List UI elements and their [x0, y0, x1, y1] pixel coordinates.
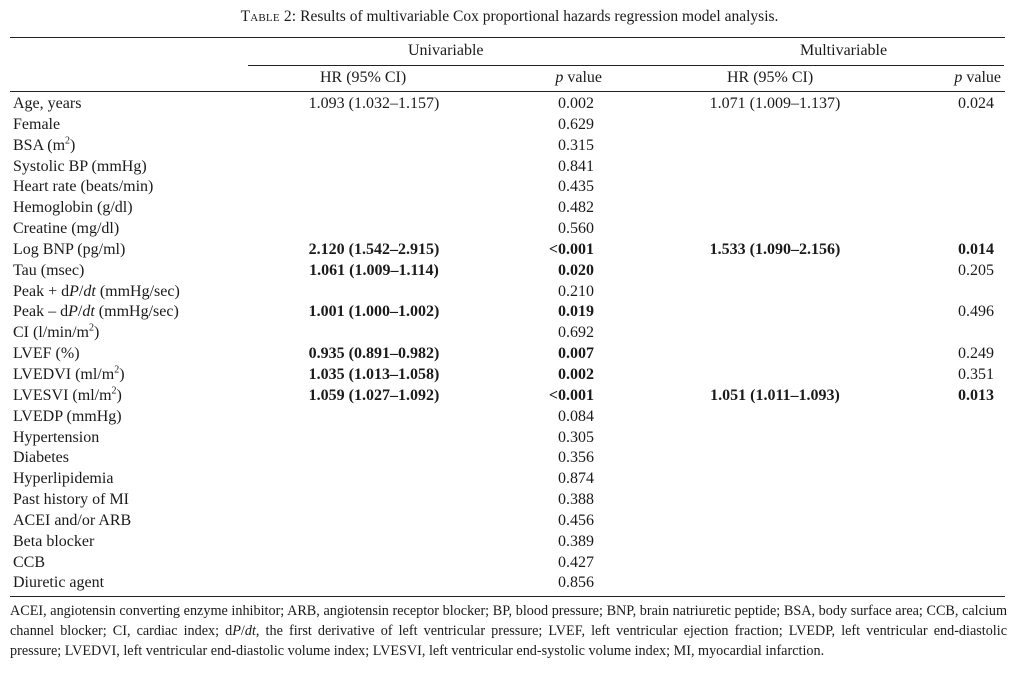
- univariable-p-cell: 0.210: [558, 282, 594, 300]
- univariable-p-cell: 0.389: [558, 532, 594, 550]
- row-label: Past history of MI: [13, 491, 129, 509]
- table-row: [0, 573, 1019, 594]
- row-label: CI $(l/\min/m^2)$: [13, 322, 100, 342]
- top-rule: [10, 37, 1005, 38]
- table-row: [0, 94, 1019, 115]
- univariable-hr-cell: 1.001 (1.000–1.002): [308, 303, 440, 321]
- univariable-p-cell: 0.435: [558, 178, 594, 196]
- row-label: Peak + dP/dt (mmHg/sec): [13, 282, 180, 300]
- table-row: [0, 136, 1019, 157]
- univariable-p-cell: 0.427: [558, 553, 594, 571]
- multivariable-hr-header: HR (95% CI): [727, 69, 814, 86]
- table-caption: [0, 8, 1019, 26]
- univariable-p-header-word: value: [567, 69, 602, 86]
- row-label: Creatine (mg/dl): [13, 220, 120, 238]
- univariable-p-cell: 0.002: [558, 365, 594, 383]
- univariable-p-cell: 0.841: [558, 157, 594, 175]
- table-row: [0, 532, 1019, 553]
- row-label: Hemoglobin (g/dl): [13, 199, 133, 217]
- multivariable-header: Multivariable: [800, 42, 888, 59]
- table-row: [0, 407, 1019, 428]
- univariable-hr-header: HR (95% CI): [320, 69, 407, 86]
- table-row: [0, 282, 1019, 303]
- multivariable-p-cell: 0.496: [958, 303, 994, 321]
- header-rule: [10, 91, 1005, 92]
- table-footnote: ACEI, angiotensin converting enzyme inhibitor; ARB, angiotensin receptor blocker; BP, blood pressure; BNP, brain natriuretic peptide; BSA, body surface area; CCB, calcium channel blocker; CI, cardiac index; dP/dt, the first derivative of left ventricular pressure; LVEF, left ventricular ejection fraction; LVEDP, left ventricular end-diastolic pressure; LVEDVI, left ventricular end-diastolic volume index; LVESVI, left ventricular end-systolic volume index; MI, myocardial infarction.: [10, 603, 1007, 659]
- univariable-p-cell: 0.305: [558, 428, 594, 446]
- table-row: [0, 448, 1019, 469]
- univariable-p-cell: 0.456: [558, 511, 594, 529]
- row-label: Tau (msec): [13, 261, 85, 279]
- univariable-p-header: p value: [555, 69, 602, 86]
- univariable-hr-cell: 0.935 (0.891–0.982): [308, 345, 440, 363]
- multivariable-p-cell: 0.205: [958, 261, 994, 279]
- table-row: [0, 365, 1019, 386]
- row-label: Peak – dP/dt (mmHg/sec): [13, 303, 179, 321]
- univariable-p-cell: 0.007: [558, 345, 594, 363]
- table-row: [0, 428, 1019, 449]
- univariable-p-cell: 0.856: [558, 574, 594, 592]
- univariable-p-cell: 0.692: [558, 324, 594, 342]
- row-label: Female: [13, 115, 61, 133]
- table-caption-text: Results of multivariable Cox proportional hazards regression model analysis.: [300, 8, 779, 25]
- table-row: [0, 198, 1019, 219]
- univariable-p-cell: 0.874: [558, 470, 594, 488]
- univariable-p-cell: <0.001: [548, 240, 594, 258]
- table-row: [0, 240, 1019, 261]
- univariable-p-cell: 0.084: [558, 407, 594, 425]
- table-caption-label: Table 2:: [240, 8, 297, 25]
- multivariable-p-cell: 0.024: [958, 95, 994, 112]
- row-label: BSA $(m^2)$: [13, 135, 76, 154]
- table-row: [0, 511, 1019, 532]
- univariable-hr-cell: 1.059 (1.027–1.092): [308, 386, 440, 404]
- univariable-p-cell: 0.315: [558, 136, 594, 154]
- univariable-hr-cell: 1.061 (1.009–1.114): [309, 261, 439, 279]
- table-row: [0, 261, 1019, 282]
- multivariable-p-cell: 0.351: [958, 365, 994, 383]
- table-row: [0, 157, 1019, 178]
- table-row: [0, 115, 1019, 136]
- univariable-p-cell: 0.482: [558, 199, 594, 217]
- univariable-p-cell: <0.001: [548, 386, 594, 404]
- row-label: Systolic BP (mmHg): [13, 157, 147, 175]
- univariable-p-cell: 0.356: [558, 449, 594, 467]
- row-label: Age, years: [13, 95, 82, 112]
- row-label: Diuretic agent: [13, 574, 105, 592]
- univariable-p-cell: 0.020: [558, 261, 594, 279]
- row-label: Hyperlipidemia: [13, 470, 114, 488]
- multivariable-hr-cell: 1.533 (1.090–2.156): [709, 240, 841, 258]
- table-row: [0, 177, 1019, 198]
- table-row: [0, 553, 1019, 574]
- multivariable-hr-cell: 1.071 (1.009–1.137): [709, 95, 841, 112]
- univariable-p-cell: 0.388: [558, 491, 594, 509]
- row-label: Log BNP (pg/ml): [13, 240, 126, 258]
- univariable-p-cell: 0.629: [558, 115, 594, 133]
- table-row: [0, 344, 1019, 365]
- multivariable-p-cell: 0.014: [958, 240, 994, 258]
- univariable-hr-cell: 1.093 (1.032–1.157): [308, 95, 440, 112]
- univariable-header: Univariable: [408, 42, 484, 59]
- results-table: [0, 94, 1019, 594]
- table-row: [0, 302, 1019, 323]
- group-rule: [248, 65, 1004, 66]
- multivariable-p-cell: 0.249: [958, 345, 994, 363]
- univariable-hr-cell: 1.035 (1.013–1.058): [308, 365, 440, 383]
- row-label: LVESVI $(ml/m^2)$: [13, 385, 122, 404]
- row-label: CCB: [13, 553, 46, 571]
- multivariable-p-cell: 0.013: [958, 386, 994, 404]
- row-label: Hypertension: [13, 428, 100, 446]
- row-label: LVEF (%): [13, 345, 80, 363]
- multivariable-p-header-word: value: [966, 69, 1001, 86]
- table-row: [0, 469, 1019, 490]
- table-row: [0, 219, 1019, 240]
- univariable-p-cell: 0.560: [558, 220, 594, 238]
- table-row: [0, 386, 1019, 407]
- row-label: Heart rate (beats/min): [13, 178, 154, 196]
- table-row: [0, 490, 1019, 511]
- bottom-rule: [10, 596, 1005, 597]
- row-label: Diabetes: [13, 449, 69, 467]
- row-label: ACEI and/or ARB: [13, 511, 132, 529]
- univariable-p-cell: 0.019: [558, 303, 594, 321]
- univariable-hr-cell: 2.120 (1.542–2.915): [308, 240, 440, 258]
- row-label: LVEDVI $(ml/m^2)$: [13, 364, 125, 383]
- univariable-p-cell: 0.002: [558, 95, 594, 112]
- multivariable-hr-cell: 1.051 (1.011–1.093): [710, 386, 840, 404]
- row-label: LVEDP (mmHg): [13, 407, 122, 425]
- multivariable-p-header: p value: [954, 69, 1001, 86]
- row-label: Beta blocker: [13, 532, 95, 550]
- table-row: [0, 323, 1019, 344]
